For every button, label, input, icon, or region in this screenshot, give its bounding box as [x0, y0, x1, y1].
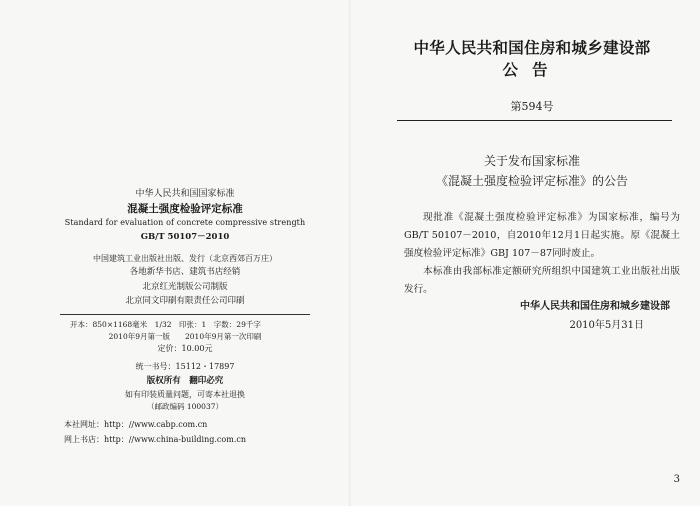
colophon-postcode: （邮政编码 100037）	[146, 401, 223, 411]
announcement-paragraph: 本标准由我部标准定额研究所组织中国建筑工业出版社出版发行。	[404, 266, 680, 295]
announcement-body	[404, 209, 680, 299]
announcement-issuer-header: 中华人民共和国住房和城乡建设部	[413, 38, 651, 57]
website-label: 本社网址：	[64, 420, 104, 430]
colophon	[60, 188, 310, 446]
colophon-return-notice: 如有印装质量问题，可寄本社退换	[125, 390, 245, 400]
announcement-date: 2010年5月31日	[569, 320, 644, 331]
colophon-distributors: 各地新华书店、建筑书店经销	[129, 267, 241, 278]
announcement-heading: 公告	[502, 60, 562, 79]
colophon-title: 混凝土强度检验评定标准	[127, 203, 243, 216]
colophon-printer: 北京同文印刷有限责任公司印刷	[125, 296, 245, 307]
website-url: http：//www.cabp.com.cn	[104, 420, 208, 430]
announcement-subject-line1: 关于发布国家标准	[483, 154, 580, 168]
announcement-divider	[397, 120, 672, 121]
colophon-website	[60, 420, 310, 431]
colophon-bookstore	[60, 435, 310, 446]
bookstore-label: 网上书店：	[64, 434, 104, 444]
page-number: 3	[673, 474, 680, 485]
announcement-number: 第594号	[510, 100, 554, 113]
colophon-specs: 开本：850×1168毫米 1/32 印张：1 字数：29千字	[70, 319, 261, 329]
colophon-english-title: Standard for evaluation of concrete compressive strength	[64, 218, 306, 228]
announcement-paragraph: 现批准《混凝土强度检验评定标准》为国家标准，编号为GB/T 50107－2010，自2010年12月1日起实施。原《混凝土强度检验评定标准》GBJ 107－87同时废止。	[404, 212, 680, 259]
colophon-isbn: 统一书号：15112・17897	[135, 361, 235, 371]
colophon-ministry: 中华人民共和国国家标准	[135, 189, 235, 199]
colophon-plate-maker: 北京红光制版公司制版	[142, 281, 228, 292]
colophon-publisher: 中国建筑工业出版社出版、发行（北京西郊百万庄）	[93, 253, 277, 263]
bookstore-url: http：//www.china-building.com.cn	[104, 434, 246, 444]
announcement-subject-line2: 《混凝土强度检验评定标准》的公告	[435, 174, 628, 188]
colophon-rights: 版权所有 翻印必究	[146, 375, 224, 386]
announcement-signatory: 中华人民共和国住房和城乡建设部	[520, 301, 670, 312]
colophon-price: 定价：10.00元	[157, 344, 213, 354]
right-page	[350, 0, 700, 506]
colophon-standard-code: GB/T 50107－2010	[140, 232, 230, 243]
colophon-edition: 2010年9月第一版 2010年9月第一次印刷	[108, 331, 262, 341]
colophon-divider	[60, 314, 310, 315]
